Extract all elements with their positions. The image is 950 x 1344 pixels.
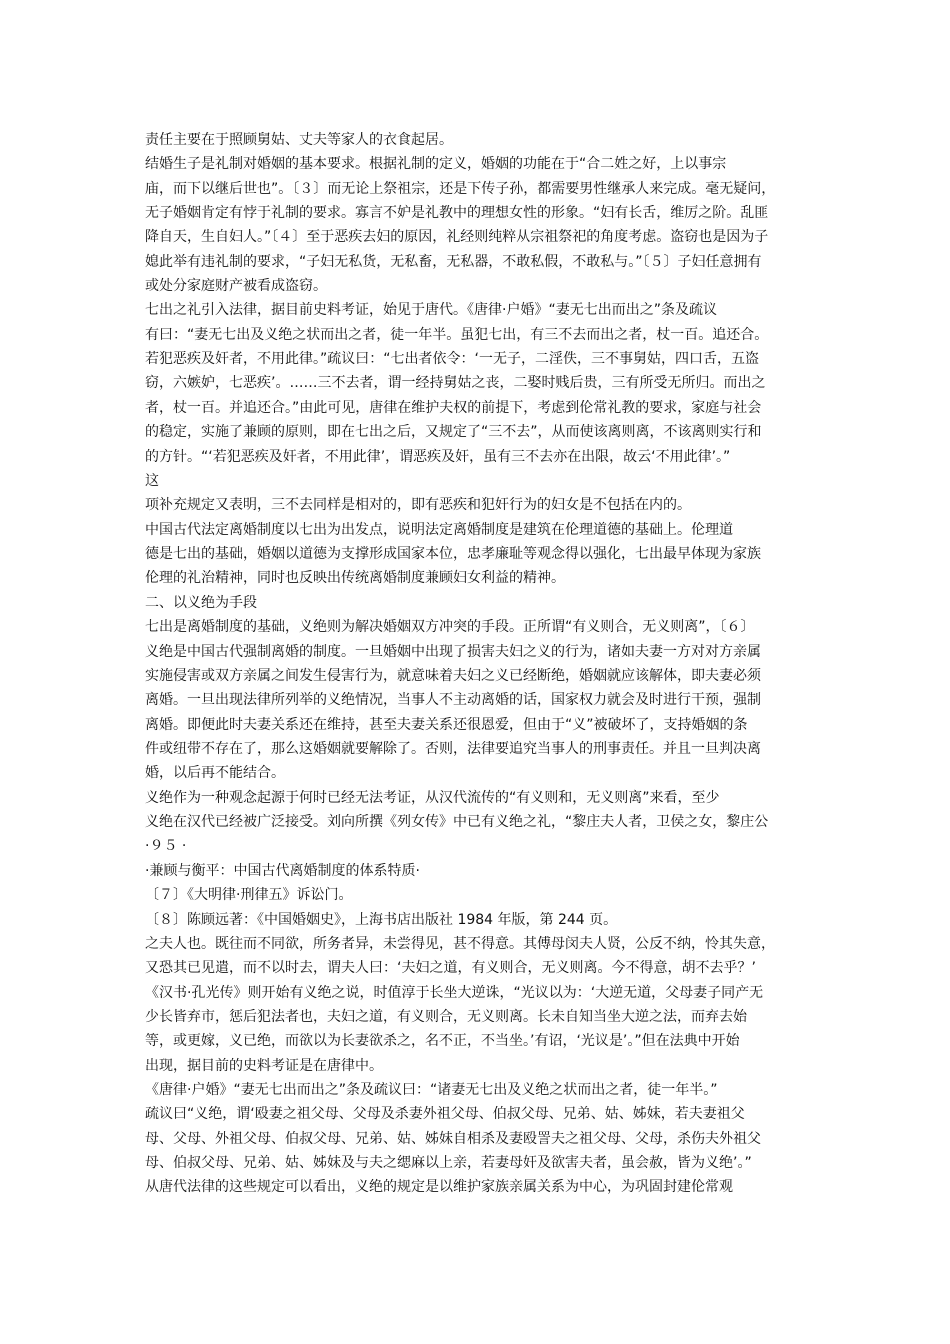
section-heading: 二、以义绝为手段 [145, 595, 257, 611]
text-line: 项补充规定又表明，三不去同样是相对的，即有恶疾和犯奸行为的妇女是不包括在内的。 [145, 497, 691, 513]
text-line: 义绝作为一种观念起源于何时已经无法考证，从汉代流传的“有义则和，无义则离”来看，至少 [145, 790, 720, 806]
text-line: 或处分家庭财产被看成盗窃。 [145, 278, 327, 294]
running-header: ·兼顾与衡平：中国古代离婚制度的体系特质· [145, 863, 420, 879]
text-line: 从唐代法律的这些规定可以看出，义绝的规定是以维护家族亲属关系为中心，为巩固封建伦常观 [145, 1179, 733, 1195]
text-line: 母、父母、外祖父母、伯叔父母、兄弟、姑、姊妹自相杀及妻殴詈夫之祖父母、父母，杀伤夫外祖父 [145, 1131, 761, 1147]
text-line: 《唐律·户婚》“妻无七出而出之”条及疏议曰：“诸妻无七出及义绝之状而出之者，徒一年半。” [145, 1082, 718, 1098]
text-line: 少长皆弃市，惩后犯法者也，夫妇之道，有义则合，无义则离。长未自知当坐大逆之法，而弃去始 [145, 1009, 747, 1025]
text-line: 窃，六嫉妒，七恶疾’。……三不去者，谓一经持舅姑之丧，二娶时贱后贵，三有所受无所归。而出之 [145, 375, 766, 391]
text-line: 母、伯叔父母、兄弟、姑、姊妹及与夫之缌麻以上亲，若妻母奸及欲害夫者，虽会赦，皆为义绝’。” [145, 1155, 752, 1171]
text-line: 又恐其已见遣，而不以时去，谓夫人曰：‘夫妇之道，有义则合，无义则离。今不得意，胡不去乎？’ [145, 960, 756, 976]
text-line: 的稳定，实施了兼顾的原则，即在七出之后，又规定了“三不去”，从而使该离则离，不该离则实行和 [145, 424, 762, 440]
text-line: 的方针。“‘若犯恶疾及奸者，不用此律’，谓恶疾及奸，虽有三不去亦在出限，故云‘不用此律’。” [145, 449, 731, 465]
text-line: 结婚生子是礼制对婚姻的基本要求。根据礼制的定义，婚姻的功能在于“合二姓之好，上以事宗 [145, 156, 727, 172]
text-line: 伦理的礼治精神，同时也反映出传统离婚制度兼顾妇女利益的精神。 [145, 570, 565, 586]
text-line: 责任主要在于照顾舅姑、丈夫等家人的衣食起居。 [145, 132, 453, 148]
text-line: 中国古代法定离婚制度以七出为出发点，说明法定离婚制度是建筑在伦理道德的基础上。伦理道 [145, 522, 733, 538]
text-line: 疏议曰“义绝，谓‘殴妻之祖父母、父母及杀妻外祖父母、伯叔父母、兄弟、姑、姊妹，若夫妻祖父 [145, 1106, 745, 1122]
text-line: 庙，而下以继后世也”。〔３〕而无论上祭祖宗，还是下传子孙，都需要男性继承人来完成。毫无疑问， [145, 181, 776, 197]
text-line: 若犯恶疾及奸者，不用此律。”疏议曰：“七出者依令：‘一无子，二淫佚，三不事舅姑，四口舌，五盗 [145, 351, 759, 367]
text-line: 七出是离婚制度的基础，义绝则为解决婚姻双方冲突的手段。正所谓“有义则合，无义则离”，〔６〕 [145, 619, 755, 635]
text-line: 这 [145, 473, 159, 489]
text-line: 媳此举有违礼制的要求，“子妇无私货，无私畜，无私器，不敢私假，不敢私与。”〔５〕子妇任意拥有 [145, 254, 762, 270]
footnote: 〔８〕陈顾远著：《中国婚姻史》，上海书店出版社 1984 年版，第 244 页。 [145, 912, 618, 928]
text-line: 降自天，生自妇人。”〔４〕至于恶疾去妇的原因，礼经则纯粹从宗祖祭祀的角度考虑。盗窃也是因为子 [145, 229, 769, 245]
footnote: 〔７〕《大明律·刑律五》诉讼门。 [145, 887, 353, 903]
text-line: 义绝在汉代已经被广泛接受。刘向所撰《列女传》中已有义绝之礼，“黎庄夫人者，卫侯之女，黎庄公 [145, 814, 769, 830]
text-line: 件或纽带不存在了，那么这婚姻就要解除了。否则，法律要追究当事人的刑事责任。并且一旦判决离 [145, 741, 761, 757]
text-line: 之夫人也。既往而不同欲，所务者异，未尝得见，甚不得意。其傅母闵夫人贤，公反不纳，怜其失意， [145, 936, 775, 952]
text-line: 实施侵害或双方亲属之间发生侵害行为，就意味着夫妇之义已经断绝，婚姻就应该解体，即夫妻必须 [145, 668, 761, 684]
text-line: 等，或更嫁，义已绝，而欲以为长妻欲杀之，名不正，不当坐。’有诏，‘光议是’。”但在法典中开始 [145, 1033, 740, 1049]
text-line: 离婚。一旦出现法律所列举的义绝情况，当事人不主动离婚的话，国家权力就会及时进行干预，强制 [145, 692, 761, 708]
text-line: 有曰：“妻无七出及义绝之状而出之者，徒一年半。虽犯七出，有三不去而出之者，杖一百。追还合。 [145, 327, 769, 343]
text-line: 《汉书·孔光传》则开始有义绝之说，时值淳于长坐大逆诛，“光议以为：‘大逆无道，父母妻子同产无 [145, 985, 764, 1001]
text-line: 无子婚姻肯定有悖于礼制的要求。寡言不妒是礼教中的理想女性的形象。“妇有长舌，维厉之阶。乱匪 [145, 205, 769, 221]
page-number: ·９５ · [145, 838, 187, 854]
text-line: 者，杖一百。并追还合。”由此可见，唐律在维护夫权的前提下，考虑到伦常礼教的要求，家庭与社会 [145, 400, 762, 416]
text-line: 德是七出的基础，婚姻以道德为支撑形成国家本位，忠孝廉耻等观念得以强化，七出最早体现为家族 [145, 546, 761, 562]
text-line: 七出之礼引入法律，据目前史料考证，始见于唐代。《唐律·户婚》“妻无七出而出之”条及疏议 [145, 302, 717, 318]
text-line: 出现，据目前的史料考证是在唐律中。 [145, 1058, 383, 1074]
text-line: 义绝是中国古代强制离婚的制度。一旦婚姻中出现了损害夫妇之义的行为，诸如夫妻一方对对方亲属 [145, 644, 761, 660]
text-line: 婚，以后再不能结合。 [145, 765, 285, 781]
text-line: 离婚。即便此时夫妻关系还在维持，甚至夫妻关系还很恩爱，但由于“义”被破坏了，支持婚姻的条 [145, 717, 748, 733]
